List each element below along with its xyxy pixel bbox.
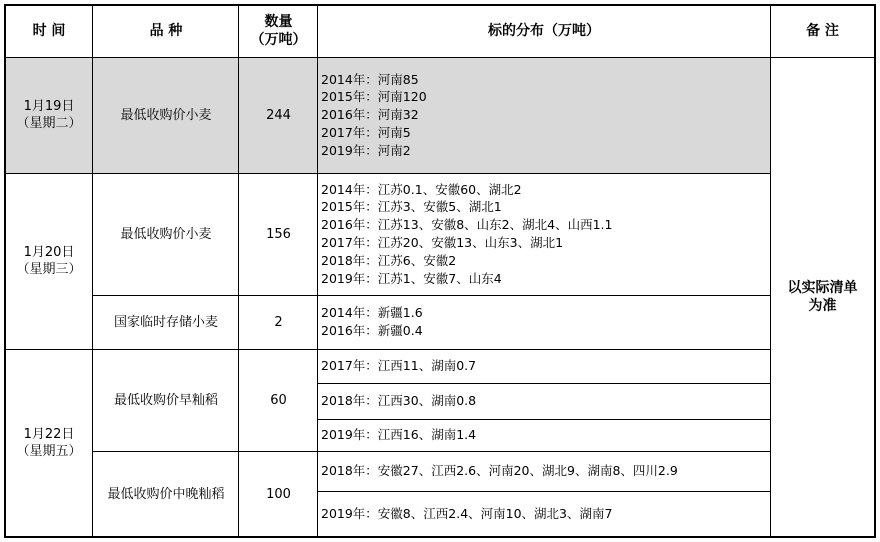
distribution-line: 2014年：江苏0.1、安徽60、湖北2 <box>321 181 522 197</box>
date-label: 1月19日 <box>23 99 75 114</box>
weekday-label: （星期二） <box>16 116 82 131</box>
header-remark <box>770 5 875 57</box>
distribution-line: 2019年：河南2 <box>321 142 411 158</box>
row-divider <box>93 295 770 296</box>
col-divider <box>317 5 318 537</box>
distribution-line: 2019年：江苏1、安徽7、山东4 <box>321 270 502 286</box>
quantity-value: 60 <box>270 392 287 408</box>
header-quantity-line2: （万吨） <box>250 32 307 48</box>
distribution-line: 2014年：新疆1.6 <box>321 305 423 321</box>
variety-cell <box>93 295 239 349</box>
variety-label: 最低收购价小麦 <box>120 107 212 123</box>
row-divider <box>5 57 875 58</box>
quantity-value: 2 <box>274 314 283 330</box>
distribution-line: 2017年：河南5 <box>321 124 411 140</box>
distribution-line: 2018年：安徽27、江西2.6、河南20、湖北9、湖南8、四川2.9 <box>321 463 678 479</box>
distribution-line: 2018年：江西30、湖南0.8 <box>321 393 477 409</box>
distribution-cell <box>318 491 770 537</box>
variety-label: 国家临时存储小麦 <box>113 314 218 330</box>
header-quantity-line1: 数量 <box>264 14 293 30</box>
table-border-left <box>4 4 6 538</box>
header-variety <box>93 5 239 57</box>
quantity-cell <box>239 295 318 349</box>
row-divider <box>93 451 770 452</box>
table-border-bottom <box>4 536 876 538</box>
col-divider <box>238 5 239 537</box>
variety-cell <box>93 451 239 537</box>
distribution-line: 2019年：安徽8、江西2.4、河南10、湖北3、湖南7 <box>321 506 613 522</box>
remark-cell <box>770 57 875 537</box>
distribution-cell <box>318 451 770 491</box>
quantity-cell <box>239 349 318 451</box>
variety-label: 最低收购价早籼稻 <box>113 392 218 408</box>
weekday-label: （星期三） <box>16 262 82 277</box>
distribution-line: 2014年：河南85 <box>321 71 419 87</box>
quantity-value: 244 <box>266 107 291 123</box>
distribution-line: 2016年：新疆0.4 <box>321 323 423 338</box>
col-divider <box>770 5 771 537</box>
header-variety-label: 品 种 <box>149 23 183 39</box>
distribution-line: 2016年：江苏13、安徽8、山东2、湖北4、山西1.1 <box>321 217 613 233</box>
distribution-line: 2019年：江西16、湖南1.4 <box>321 427 477 443</box>
distribution-cell <box>318 173 770 295</box>
variety-label: 最低收购价小麦 <box>120 226 212 242</box>
distribution-line: 2017年：江苏20、安徽13、山东3、湖北1 <box>321 235 564 250</box>
table-border-top <box>4 4 876 6</box>
distribution-line: 2018年：江苏6、安徽2 <box>321 252 457 268</box>
date-cell-jan22 <box>5 349 93 537</box>
distribution-line: 2017年：江西11、湖南0.7 <box>321 358 477 374</box>
distribution-cell <box>318 349 770 383</box>
variety-label: 最低收购价中晚籼稻 <box>107 486 225 502</box>
weekday-label: （星期五） <box>16 444 82 459</box>
distribution-cell <box>318 57 770 173</box>
row-divider <box>318 419 770 420</box>
row-divider <box>5 349 770 350</box>
header-time-label: 时 间 <box>32 23 66 39</box>
table-border-right <box>874 4 876 538</box>
variety-cell <box>93 349 239 451</box>
date-cell-jan19 <box>5 57 93 173</box>
header-distribution <box>318 5 770 57</box>
remark-line2: 为准 <box>808 298 837 314</box>
row-divider <box>318 491 770 492</box>
quantity-cell <box>239 57 318 173</box>
quantity-cell <box>239 451 318 537</box>
header-quantity <box>239 5 318 57</box>
distribution-cell <box>318 295 770 349</box>
quantity-value: 156 <box>266 226 291 242</box>
header-time <box>5 5 93 57</box>
header-remark-label: 备 注 <box>806 23 839 39</box>
variety-cell <box>93 173 239 295</box>
variety-cell <box>93 57 239 173</box>
distribution-line: 2016年：河南32 <box>321 107 419 123</box>
row-divider <box>318 383 770 384</box>
quantity-cell <box>239 173 318 295</box>
distribution-line: 2015年：江苏3、安徽5、湖北1 <box>321 199 502 215</box>
date-label: 1月22日 <box>23 427 75 442</box>
quantity-value: 100 <box>266 486 291 502</box>
col-divider <box>92 5 93 537</box>
distribution-line: 2015年：河南120 <box>321 89 427 105</box>
distribution-cell <box>318 383 770 419</box>
distribution-cell <box>318 419 770 451</box>
header-distribution-label: 标的分布（万吨） <box>488 23 600 39</box>
row-divider <box>5 173 770 174</box>
remark-line1: 以实际清单 <box>787 280 858 296</box>
date-cell-jan20 <box>5 173 93 349</box>
date-label: 1月20日 <box>23 245 75 260</box>
